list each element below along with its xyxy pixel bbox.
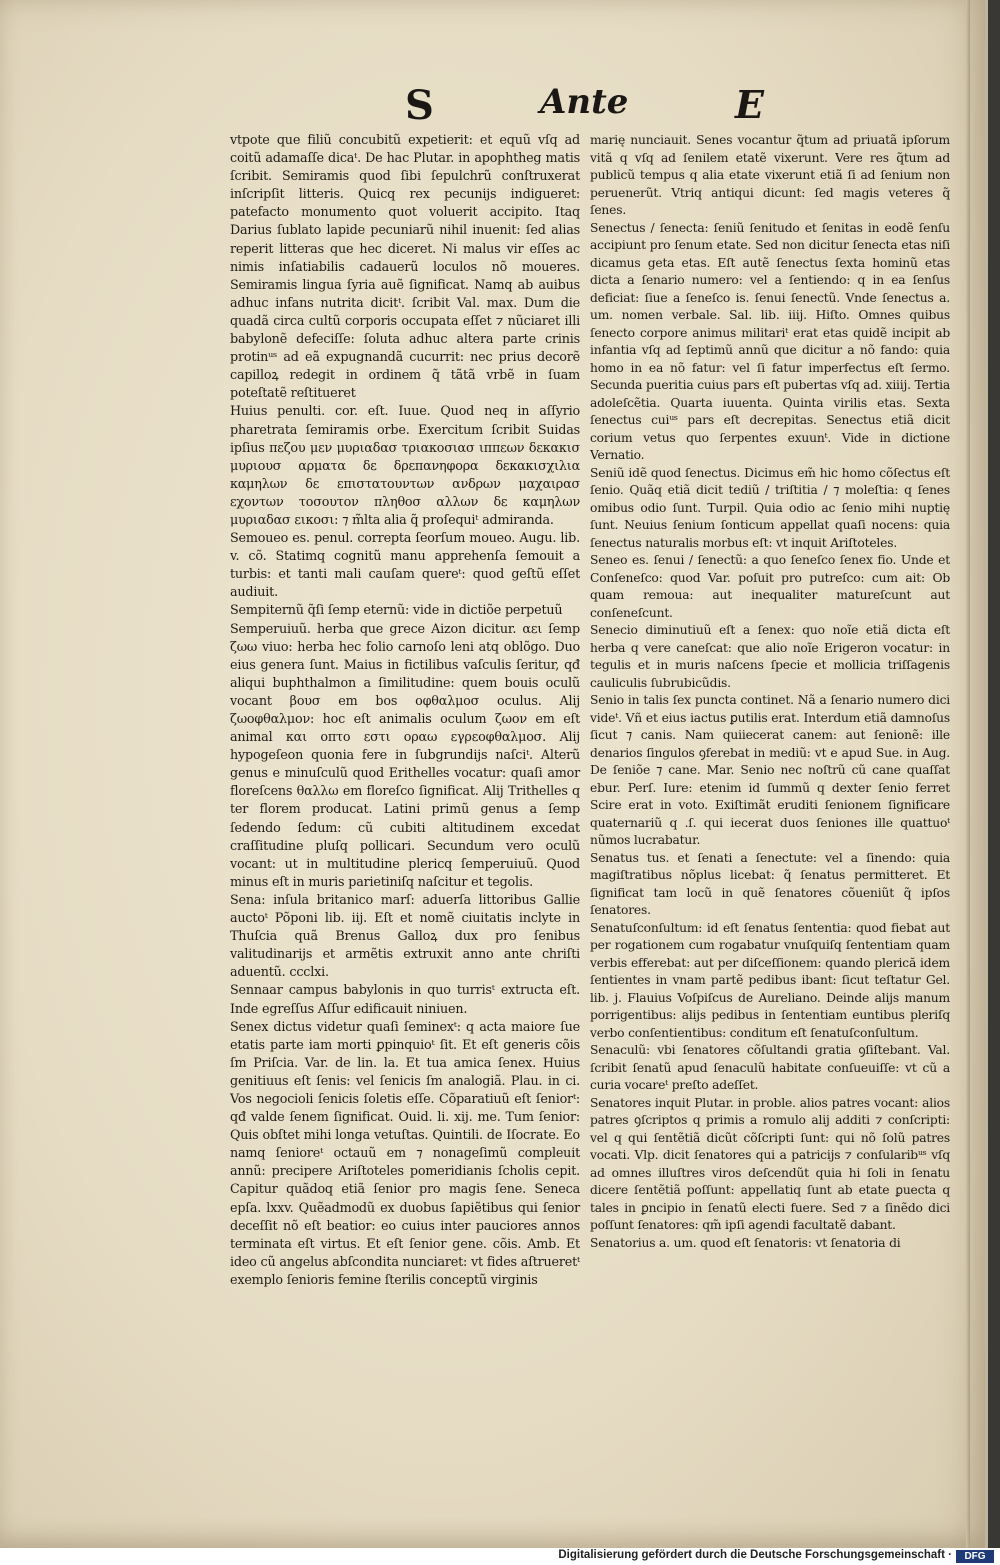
entry-text: Sempiternũ q̃ſi ſemp eternũ: vide in dictiõe perpetuũ: [230, 603, 563, 619]
entry-text: Senectus / ſenecta: ſeniũ ſenitudo et ſenitas in eodẽ ſenſu accipiunt pro ſenum etate. Sed non dicitur ſenecta etas niſi dicamus geta etas. Eſt autẽ ſenectus ſexta hominũ etas dicta a ſenario numero: vel a ſentiendo: q in ea ſenſus deficiat: ſiue a ſeneſco is. ſenui ſenectũ. Vnde ſenectus a. um. nomen verbale. Sal. lib. iiij. Hiſto. Omnes quibus ſenecto corpore animus militariᵗ erat etas quidẽ incipit ab infantia vſq ad ſeptimũ annũ que dicitur a nõ fando: quia homo in ea nõ fatur: vel ſi fatur imperfectus eſt ſermo. Secunda pueritia cuius pars eſt pubertas vſq ad. xiiij. Tertia adoleſcẽtia. Quarta iuuenta. Quinta virilis etas. Sexta ſenectus cuiᵘˢ pars eſt decrepitas. Senectus etiã dicit corium vetus quo ſerpentes exuunᵗ. Vide in dictione Vernatio.: [590, 220, 950, 462]
entry-text: vtpote que filiũ concubitũ expetierit: et equũ vſq ad coitũ adamaſſe dicaᵗ. De hac Plutar. in apophtheg matis ſcribit. Semiramis quod ſibi ſepulchrũ conſtruxerat inſcripſit litteris. Quicq rex pecunijs indigueret: patefacto monumento quot voluerit accipito. Itaq Darius ſublato lapide pecuniarũ nihil inuenit: ſed alias reperit litteras que hec diceret. Ni malus vir eſſes ac nimis inſatiabilis cadauerũ loculos nõ moueres. Semiramis lingua ſyria auẽ ſignificat. Namq ab auibus adhuc infans nutrita dicitᵗ. ſcribit Val. max. Dum die quadã circa cultũ corporis occupata eſſet ⁊ nũciaret illi babylonẽ defeciſſe: ſoluta adhuc altera parte crinis protinᵘˢ ad eã expugnandã cucurrit: nec prius decorẽ capilloꝝ redegit in ordinem q̃ tãtã vrbẽ in ſuam poteſtatẽ reſtitueret: [230, 133, 580, 402]
right-column: [590, 132, 950, 1252]
running-title: Ante: [540, 82, 629, 122]
entry-text: Seneo es. ſenui / ſenectũ: a quo ſeneſco ſenex fio. Unde et Conſeneſco: quod Var. poſuit pro putreſco: cum ait: Ob quam remoua: aut inequaliter matureſcunt aut conſeneſcunt.: [590, 553, 950, 620]
entry-text: Semperuiuũ. herba que grece Aizon dicitur. αει ſemp ζωω viuo: herba hec folio carnoſo leni atq oblõgo. Duo eius genera ſunt. Maius in fictilibus vaſculis ſeritur, qđ aliqui buphthalmon a ſimilitudine: quem bouis oculũ vocant βουσ em bos οφθαλμοσ oculus. Alij ζωοφθαλμον: hoc eſt animalis oculum ζωον em eſt animal και οπτο εστι οραω εγρεοφθαλμοσ. Alij hypogeſeon quonia fere in ſubgrundijs naſciᵗ. Alterũ genus e minuſculũ quod Erithelles vocatur: quaſi amor floreſcens θαλλω em floreſco ſignificat. Alij Trithelles q ter florem producat. Latini primũ genus a ſemp ſedendo ſedum: cũ cubiti altitudinem excedat craſſitudine pluſq pollicari. Secundum vero oculũ vocant: ut in multitudine plericq ſemperuiuũ. Quod minus eſt in muris parietiniſq naſcitur et tegolis.: [230, 621, 580, 890]
quire-mark: E: [735, 82, 764, 127]
dfg-logo-icon: DFG: [956, 1550, 994, 1563]
entry-text: Huius penulti. cor. eſt. Iuue. Quod neq in aſſyrio pharetrata ſemiramis orbe. Exercitum ſcribit Suidas ipſius πεζου μεν μυριαδασ τριακοσιασ ιππεων δεκακισ μυριουσ αρματα δε δρεπανηφορα δεκακισχιλια καμηλων δε επιστατουντων ανδρων μαχαιρασ εχοντων τοσουτον πληθοσ αλλων δε καμηλων μυριαδασ εικοσι: ⁊ m̃lta alia q̃ proſequiᵗ admiranda.: [230, 404, 580, 528]
entry-text: Senaculũ: vbi ſenatores cõſultandi gratia ꝯſiſtebant. Val. ſcribit ſenatũ apud ſenaculũ habitate conſueuiſſe: vt cũ a curia vocareᵗ preſto adeſſet.: [590, 1043, 950, 1092]
entry-text: Senecio diminutiuũ eſt a ſenex: quo noĩe etiã dicta eſt herba q vere caneſcat: que alio noĩe Erigeron vocatur: in tegulis et in muris naſcens ſpecie et mollicia triſſagenis cauliculis ſubrubicũdis.: [590, 623, 950, 690]
entry-text: marię nunciauit. Senes vocantur q̃tum ad priuatã ipſorum vitã q vſq ad ſenilem etatẽ vixerunt. Vere res q̃tum ad publicũ tempus q alia etate vixerunt etiã ſi ad ſenium non peruenerũt. Vtriq antiqui dicunt: ſed magis veteres q̃ ſenes.: [590, 133, 950, 217]
entry-text: Senatorius a. um. quod eſt ſenatoris: vt ſenatoria di: [590, 1235, 901, 1250]
entry-text: Senatus tus. et ſenati a ſenectute: vel a ſinendo: quia magiſtratibus nõplus licebat: q̃ ſenatus permitteret. Et ſignificat tam locũ in quẽ ſenatores cõueniũt q̃ ipſos ſenatores.: [590, 850, 950, 917]
left-column: [230, 132, 580, 1290]
page-edge: [966, 0, 970, 1548]
entry-text: Semoueo es. penul. correpta ſeorſum moueo. Augu. lib. v. cõ. Statimq cognitũ manu apprehenſa ſemouit a turbis: et tanti mali cauſam quereᵗ: quod geſtũ eſſet audiuit.: [230, 531, 580, 601]
page-header: [240, 82, 980, 132]
entry-text: Senatores inquit Plutar. in proble. alios patres vocant: alios patres ꝯſcriptos q primis a romulo alij additi ⁊ conſcripti: vel q qui ſentẽtiã dicũt cõſcripti ſunt: qui nõ ſolũ patres vocati. Vlp. dicit ſenatores qui a patricijs ⁊ conſularibᵘˢ vſq ad omnes illuſtres viros deſcendũt quia hi ſoli in ſenatu dicere ſentẽtiã poſſunt: appellatiq ſunt ab etate ꝑuecta q tales in ꝑncipio in ſenatũ electi fuere. Sed ⁊ a ſinẽdo dici poſſunt ſenatores: qm̃ ipſi agendi facultatẽ dabant.: [590, 1095, 950, 1232]
entry-text: Senio in talis ſex puncta continet. Nã a ſenario numero dici videᵗ. Vñ et eius iactus ꝑutilis erat. Interdum etiã damnoſus ſicut ⁊ canis. Nam quiiecerat canem: aut ſenionẽ: ille denarios ſingulos ꝯferebat in mediũ: vt e apud Sue. in Aug. De ſeniõe ⁊ cane. Mar. Senio nec noſtrũ cũ cane quaſſat ebur. Perſ. Iure: etenim id ſummũ q dexter ſenio ferret Scire erat in voto. Exiſtimãt eruditi ſenionem ſignificare quaternariũ q .ſ. qui iecerat duos ſeniones ille quattuoᵗ nũmos lucrabatur.: [590, 693, 950, 847]
entry-text: Sennaar campus babylonis in quo turrisᵗ extructa eſt. Inde egreſſus Aſſur edificauit niniuen.: [230, 983, 580, 1017]
entry-text: Sena: inſula britanico marſ: aduerſa littoribus Gallie auctoᵗ Põponi lib. iij. Eſt et nomẽ ciuitatis inclyte in Thuſcia quã Brenus Galloꝝ dux pro ſenibus valitudinarijs et armẽtis extruxit anno ante chriſti aduentũ. ccclxi.: [230, 892, 580, 981]
funding-credit: Digitalisierung gefördert durch die Deutsche Forschungsgemeinschaft ·: [558, 1549, 952, 1561]
entry-text: Senex dictus videtur quaſi ſeminexᵗ: q acta maiore ſue etatis parte iam morti ꝑpinquioᵗ ſit. Et eſt generis cõis ſm Priſcia. Var. de lin. la. Et tua amica ſenex. Huius genitiuus eſt ſenis: vel ſenicis ſm analogiã. Plau. in ci. Vos negocioli ſenicis ſoletis eſſe. Cõparatiuũ eſt ſeniorᵗ: qđ valde ſenem ſignificat. Ouid. li. xij. me. Tum ſenior: Quis obſtet mihi longa vetuſtas. Quintili. de Iſocrate. Eo namq ſenioreᵗ octauũ em ⁊ nonageſimũ compleuit annũ: precipere Ariſtoteles pomeridianis ſcholis cepit. Capitur quãdoq etiã ſenior pro magis ſene. Seneca epſa. lxxv. Quẽadmodũ ex duobus ſapiẽtibus qui ſenior deceſſit nõ eſt beatior: eo cuius inter pauciores annos terminata eſt virtus. Et eſt ſenior gene. cõis. Amb. Et ideo cũ angelus abſcondita nunciaret: vt fides aſtrueretᵗ exemplo ſenioris femine ſterilis conceptũ virginis: [230, 1019, 580, 1288]
footer-bar: [0, 1548, 1000, 1565]
signature-mark: S: [405, 82, 434, 129]
entry-text: Seniũ idẽ quod ſenectus. Dicimus em̃ hic homo cõſectus eſt ſenio. Quãq etiã dicit tediũ / triſtitia / ⁊ moleſtia: q ſenes omibus odio ſunt. Turpil. Quia odio ac ſenio mihi nuptię ſunt. Neuius ſenium ſonticum appellat quaſi nocens: quia ſenectus naturalis morbus eſt: vt inquit Ariſtoteles.: [590, 465, 950, 550]
entry-text: Senatuſconſultum: id eſt ſenatus ſententia: quod fiebat aut per rogationem cum rogabatur vnuſquiſq ſententiam quam verbis efferebat: aut per diſceſſionem: quando plerică idem ſentientes in vnam partẽ pedibus ibant: ſicut teſtatur Gel. lib. j. Flauius Voſpiſcus de Aureliano. Deinde alijs manum porrigentibus: alijs pedibus in ſententiam euntibus pleriſq verbo conſentientibus: conditum eſt ſenatuſconſultum.: [590, 920, 950, 1040]
